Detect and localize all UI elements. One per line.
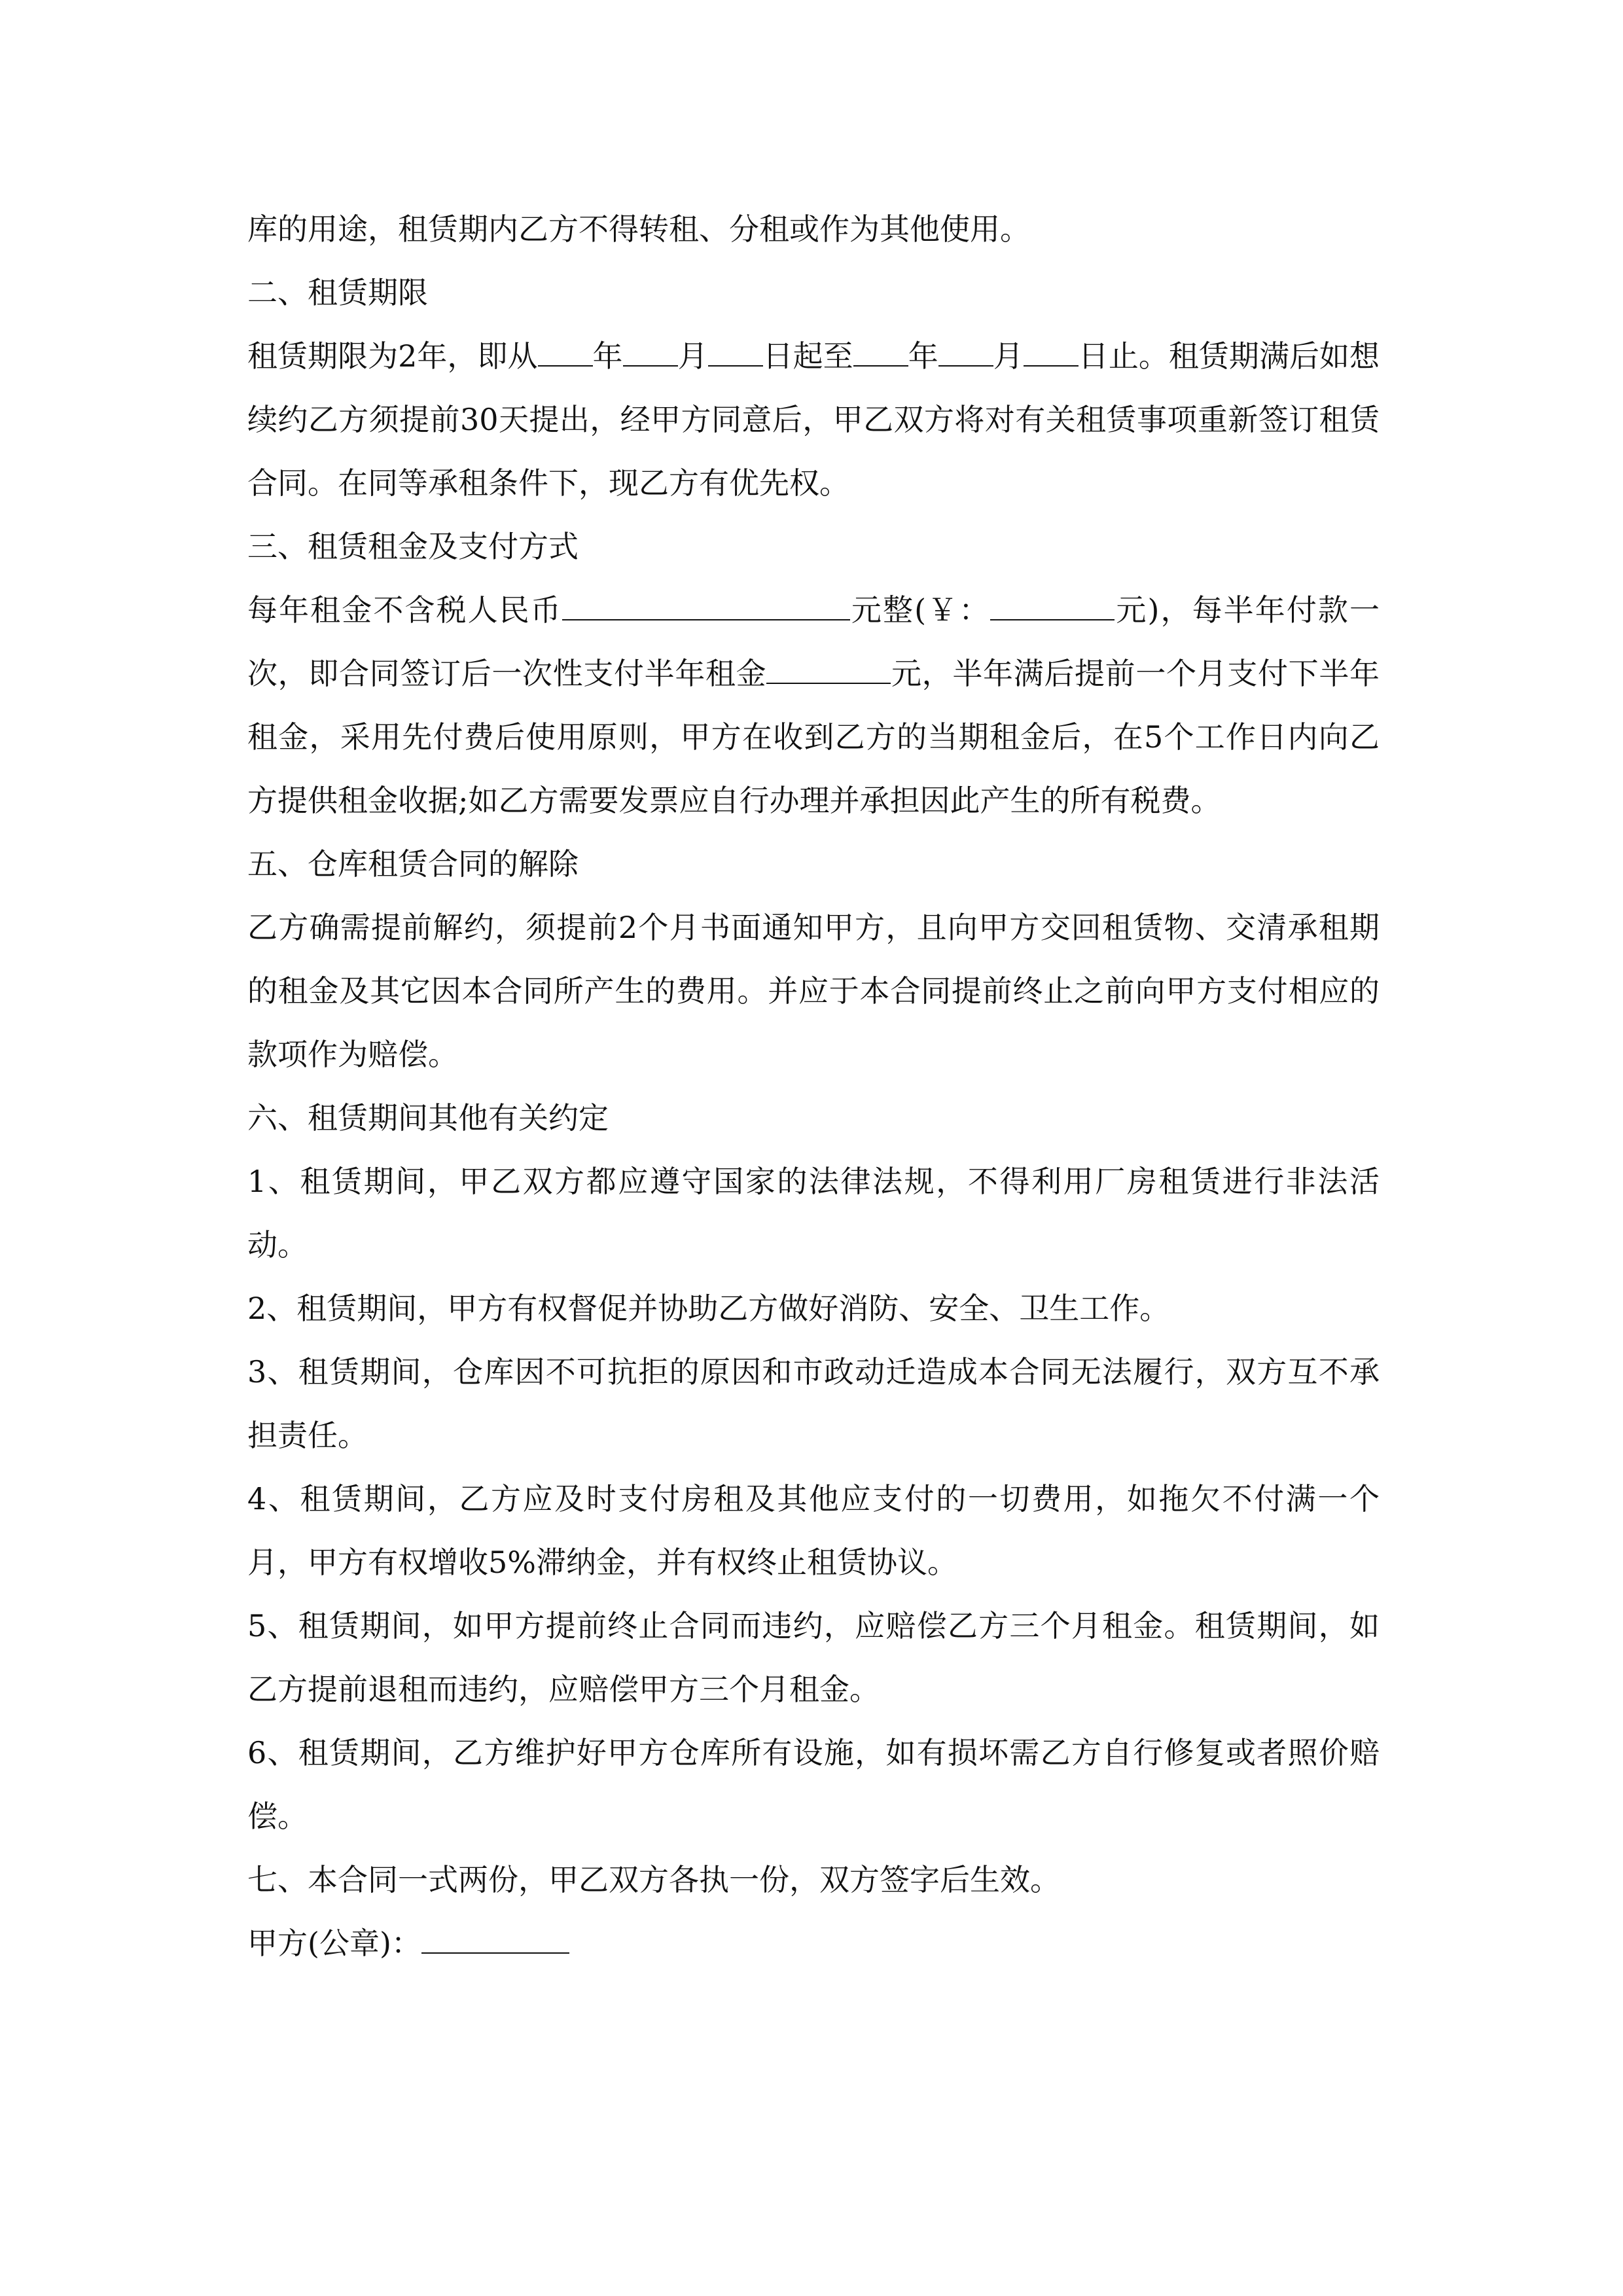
- fill-blank-half-year-rent: [766, 656, 891, 684]
- clause-1: [247, 1150, 1380, 1277]
- text-segment: 租赁期限为2年，即从: [247, 338, 538, 374]
- fill-blank-end-year: [853, 339, 908, 367]
- heading-text: 二、租赁期限: [247, 275, 428, 310]
- fill-blank-party-a-seal: [421, 1926, 569, 1954]
- paragraph-text: 1、租赁期间，甲乙双方都应遵守国家的法律法规，不得利用厂房租赁进行非法活动。: [247, 1164, 1380, 1263]
- contract-text: [247, 198, 1380, 1975]
- clause-3: [247, 1340, 1380, 1467]
- fill-blank-annual-rent-amount: [990, 593, 1115, 620]
- fill-blank-start-month: [623, 339, 678, 367]
- text-segment: 日起至: [762, 338, 853, 374]
- clause-4: [247, 1467, 1380, 1594]
- paragraph-text: 乙方确需提前解约，须提前2个月书面通知甲方，且向甲方交回租赁物、交清承租期的租金及其它因本合同所产生的费用。并应于本合同提前终止之前向甲方支付相应的款项作为赔偿。: [247, 910, 1380, 1072]
- signature-label: 甲方(公章)：: [247, 1926, 421, 1961]
- section-heading-other-terms: [247, 1086, 1380, 1150]
- section-heading-rent-payment: [247, 515, 1380, 579]
- section-heading-lease-term: [247, 261, 1380, 325]
- fill-blank-end-month: [938, 339, 993, 367]
- text-segment: 年: [592, 338, 623, 374]
- text-segment: 元)，每半年付款一次，即合同签订后一次性支付半年租金: [247, 592, 1380, 691]
- text-segment: 月: [677, 338, 708, 374]
- paragraph-rent-payment: [247, 579, 1380, 833]
- paragraph-lease-term: [247, 325, 1380, 515]
- paragraph-text: 4、租赁期间，乙方应及时支付房租及其他应支付的一切费用，如拖欠不付满一个月，甲方有权增收5%滞纳金，并有权终止租赁协议。: [247, 1481, 1380, 1580]
- text-segment: 每年租金不含税人民币: [247, 592, 562, 628]
- heading-text: 七、本合同一式两份，甲乙双方各执一份，双方签字后生效。: [247, 1862, 1060, 1897]
- heading-text: 五、仓库租赁合同的解除: [247, 846, 579, 882]
- fill-blank-annual-rent-words: [562, 593, 850, 620]
- text-segment: 年: [908, 338, 938, 374]
- fill-blank-start-day: [708, 339, 763, 367]
- paragraph-text: 库的用途，租赁期内乙方不得转租、分租或作为其他使用。: [247, 211, 1030, 247]
- heading-text: 三、租赁租金及支付方式: [247, 529, 579, 564]
- text-segment: 元整(￥：: [849, 592, 991, 628]
- section-heading-termination: [247, 833, 1380, 896]
- fill-blank-end-day: [1024, 339, 1079, 367]
- text-segment: 元，半年满后提前一个月支付下半年租金，采用先付费后使用原则，甲方在收到乙方的当期租金后，在5个工作日内向乙方提供租金收据;如乙方需要发票应自行办理并承担因此产生的所有税费。: [247, 656, 1380, 818]
- section-heading-copies: [247, 1848, 1380, 1912]
- paragraph-termination: [247, 896, 1380, 1086]
- heading-text: 六、租赁期间其他有关约定: [247, 1100, 609, 1136]
- paragraph-text: 5、租赁期间，如甲方提前终止合同而违约，应赔偿乙方三个月租金。租赁期间，如乙方提前退租而违约，应赔偿甲方三个月租金。: [247, 1608, 1380, 1707]
- text-segment: 月: [993, 338, 1024, 374]
- fill-blank-start-year: [538, 339, 593, 367]
- signature-line-party-a: [247, 1912, 1380, 1975]
- paragraph-text: 3、租赁期间，仓库因不可抗拒的原因和市政动迁造成本合同无法履行，双方互不承担责任。: [247, 1354, 1380, 1453]
- paragraph-text: 6、租赁期间，乙方维护好甲方仓库所有设施，如有损坏需乙方自行修复或者照价赔偿。: [247, 1735, 1380, 1834]
- paragraph-usage: [247, 198, 1380, 261]
- clause-2: [247, 1277, 1380, 1340]
- clause-5: [247, 1594, 1380, 1721]
- paragraph-text: 2、租赁期间，甲方有权督促并协助乙方做好消防、安全、卫生工作。: [247, 1291, 1170, 1326]
- clause-6: [247, 1721, 1380, 1848]
- text-segment: 日止。租赁期满后如想续约乙方须提前30天提出，经甲方同意后，甲乙双方将对有关租赁事项重新签订租赁合同。在同等承租条件下，现乙方有优先权。: [247, 338, 1380, 501]
